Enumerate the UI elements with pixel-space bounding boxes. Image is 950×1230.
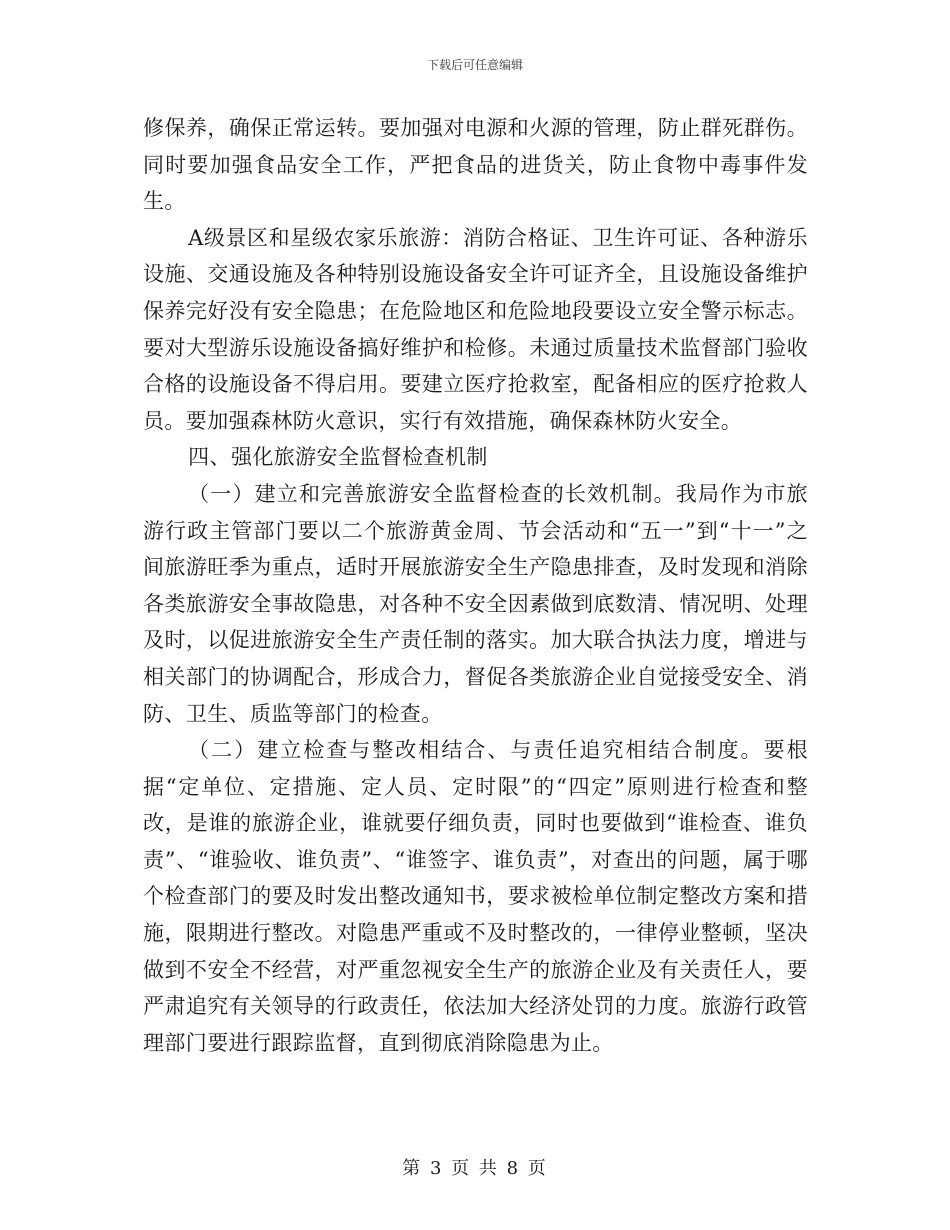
page-number-footer: 第 3 页 共 8 页 <box>402 1158 548 1179</box>
paragraph-continuation: 修保养，确保正常运转。要加强对电源和火源的管理，防止群死群伤。同时要加强食品安全工作，严把食品的进货关，防止食物中毒事件发生。 <box>143 116 808 214</box>
paragraph-scenic-area-requirements: A级景区和星级农家乐旅游：消防合格证、卫生许可证、各种游乐设施、交通设施及各种特别设施设备安全许可证齐全，且设施设备维护保养完好没有安全隐患；在危险地区和危险地段要设立安全警示标志。要对大型游乐设施设备搞好维护和检修。未通过质量技术监督部门验收合格的设施设备不得启用。要建立医疗抢救室，配备相应的医疗抢救人员。要加强森林防火意识，实行有效措施，确保森林防火安全。 <box>143 225 808 433</box>
document-body <box>143 110 808 1061</box>
paragraph-subsection-2: （二）建立检查与整改相结合、与责任追究相结合制度。要根据“定单位、定措施、定人员、定时限”的“四定”原则进行检查和整改，是谁的旅游企业，谁就要仔细负责，同时也要做到“谁检查、谁负责”、“谁验收、谁负责”、“谁签字、谁负责”，对查出的问题，属于哪个检查部门的要及时发出整改通知书，要求被检单位制定整改方案和措施，限期进行整改。对隐患严重或不及时整改的，一律停业整顿，坚决做到不安全不经营，对严重忽视安全生产的旅游企业及有关责任人，要严肃追究有关领导的行政责任，依法加大经济处罚的力度。旅游行政管理部门要进行跟踪监督，直到彻底消除隐患为止。 <box>143 738 808 1055</box>
page-header-note: 下载后可任意编辑 <box>426 58 523 72</box>
section-heading-4: 四、强化旅游安全监督检查机制 <box>188 445 488 470</box>
paragraph-subsection-1: （一）建立和完善旅游安全监督检查的长效机制。我局作为市旅游行政主管部门要以二个旅游黄金周、节会活动和“五一”到“十一”之间旅游旺季为重点，适时开展旅游安全生产隐患排查，及时发现和消除各类旅游安全事故隐患，对各种不安全因素做到底数清、情况明、处理及时，以促进旅游安全生产责任制的落实。加大联合执法力度，增进与相关部门的协调配合，形成合力，督促各类旅游企业自觉接受安全、消防、卫生、质监等部门的检查。 <box>143 481 808 726</box>
